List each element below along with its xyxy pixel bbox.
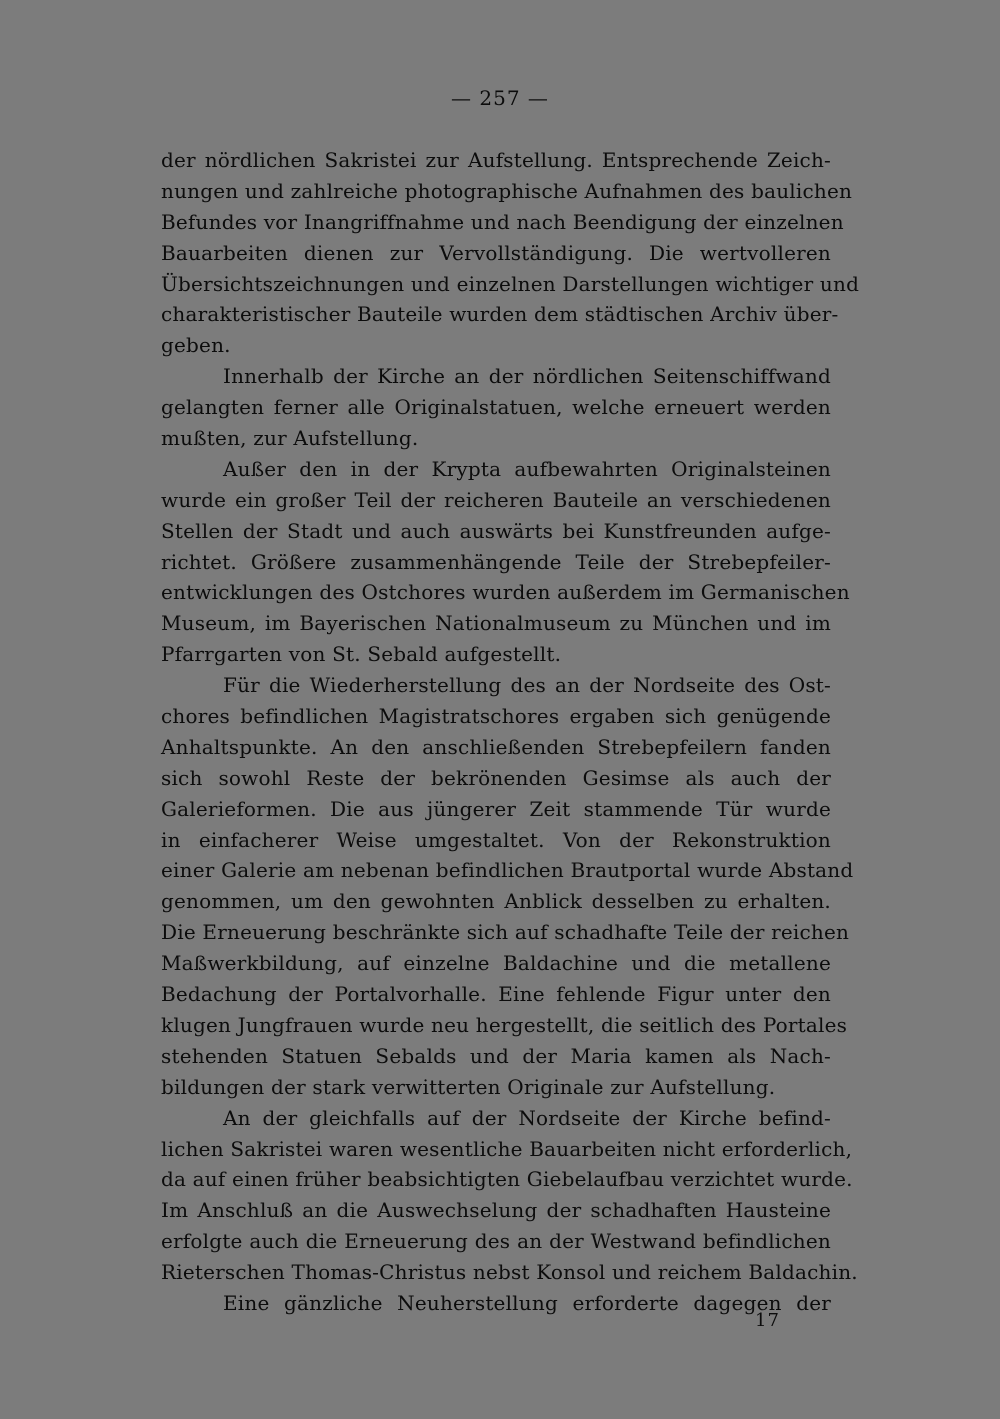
text-line: An der gleichfalls auf der Nordseite der Kirche befind- (223, 1105, 831, 1130)
text-line: stehenden Statuen Sebalds und der Maria kamen als Nach- (161, 1043, 831, 1068)
text-line: Museum, im Bayerischen Nationalmuseum zu München und im (161, 611, 831, 636)
text-line: entwicklungen des Ostchores wurden außerdem im Germanischen (161, 580, 850, 605)
text-line: in einfacherer Weise umgestaltet. Von der Rekonstruktion (161, 827, 831, 852)
text-line: Eine gänzliche Neuherstellung erforderte dagegen der (223, 1290, 831, 1315)
text-line: charakteristischer Bauteile wurden dem städtischen Archiv über- (161, 302, 839, 327)
text-line: Anhaltspunkte. An den anschließenden Strebepfeilern fanden (161, 734, 831, 759)
text-line: Bedachung der Portalvorhalle. Eine fehlende Figur unter den (161, 982, 831, 1007)
text-line: Außer den in der Krypta aufbewahrten Originalsteinen (223, 456, 831, 481)
text-line: Befundes vor Inangriffnahme und nach Beendigung der einzelnen (161, 209, 844, 234)
text-line: Die Erneuerung beschränkte sich auf schadhafte Teile der reichen (161, 920, 850, 945)
text-line: Stellen der Stadt und auch auswärts bei Kunstfreunden aufge- (161, 518, 831, 543)
text-line: mußten, zur Aufstellung. (161, 426, 419, 451)
text-line: nungen und zahlreiche photographische Aufnahmen des baulichen (161, 178, 853, 203)
text-line: einer Galerie am nebenan befindlichen Brautportal wurde Abstand (161, 858, 854, 883)
text-line: gelangten ferner alle Originalstatuen, welche erneuert werden (161, 395, 831, 420)
text-line: wurde ein großer Teil der reicheren Bauteile an verschiedenen (161, 487, 831, 512)
text-line: Pfarrgarten von St. Sebald aufgestellt. (161, 642, 562, 667)
text-line: richtet. Größere zusammenhängende Teile der Strebepfeiler- (161, 549, 831, 574)
text-line: Für die Wiederherstellung des an der Nordseite des Ost- (223, 673, 831, 698)
text-line: Galerieformen. Die aus jüngerer Zeit stammende Tür wurde (161, 796, 831, 821)
text-line: genommen, um den gewohnten Anblick desselben zu erhalten. (161, 889, 831, 914)
text-line: bildungen der stark verwitterten Originale zur Aufstellung. (161, 1074, 776, 1099)
body-text (161, 145, 860, 1319)
text-line: erfolgte auch die Erneuerung des an der Westwand befindlichen (161, 1229, 831, 1254)
text-line: Innerhalb der Kirche an der nördlichen Seitenschiffwand (223, 364, 831, 389)
page-number: — 257 — (451, 86, 549, 110)
text-line: Im Anschluß an die Auswechselung der schadhaften Hausteine (161, 1198, 831, 1223)
text-line: Übersichtszeichnungen und einzelnen Darstellungen wichtiger und (161, 271, 860, 296)
text-line: geben. (161, 333, 231, 358)
text-line: Bauarbeiten dienen zur Vervollständigung. Die wertvolleren (161, 240, 831, 265)
text-line: der nördlichen Sakristei zur Aufstellung. Entsprechende Zeich- (161, 148, 831, 172)
text-line: chores befindlichen Magistratschores ergaben sich genügende (161, 704, 831, 729)
text-line: Maßwerkbildung, auf einzelne Baldachine und die metallene (161, 951, 831, 976)
text-line: da auf einen früher beabsichtigten Giebelaufbau verzichtet wurde. (161, 1167, 853, 1192)
text-line: lichen Sakristei waren wesentliche Bauarbeiten nicht erforderlich, (161, 1136, 853, 1161)
text-line: klugen Jungfrauen wurde neu hergestellt, die seitlich des Portales (161, 1012, 848, 1037)
text-line: Rieterschen Thomas-Christus nebst Konsol und reichem Baldachin. (161, 1260, 858, 1285)
text-line: sich sowohl Reste der bekrönenden Gesimse als auch der (161, 765, 831, 790)
signature-mark: 17 (755, 1310, 780, 1331)
